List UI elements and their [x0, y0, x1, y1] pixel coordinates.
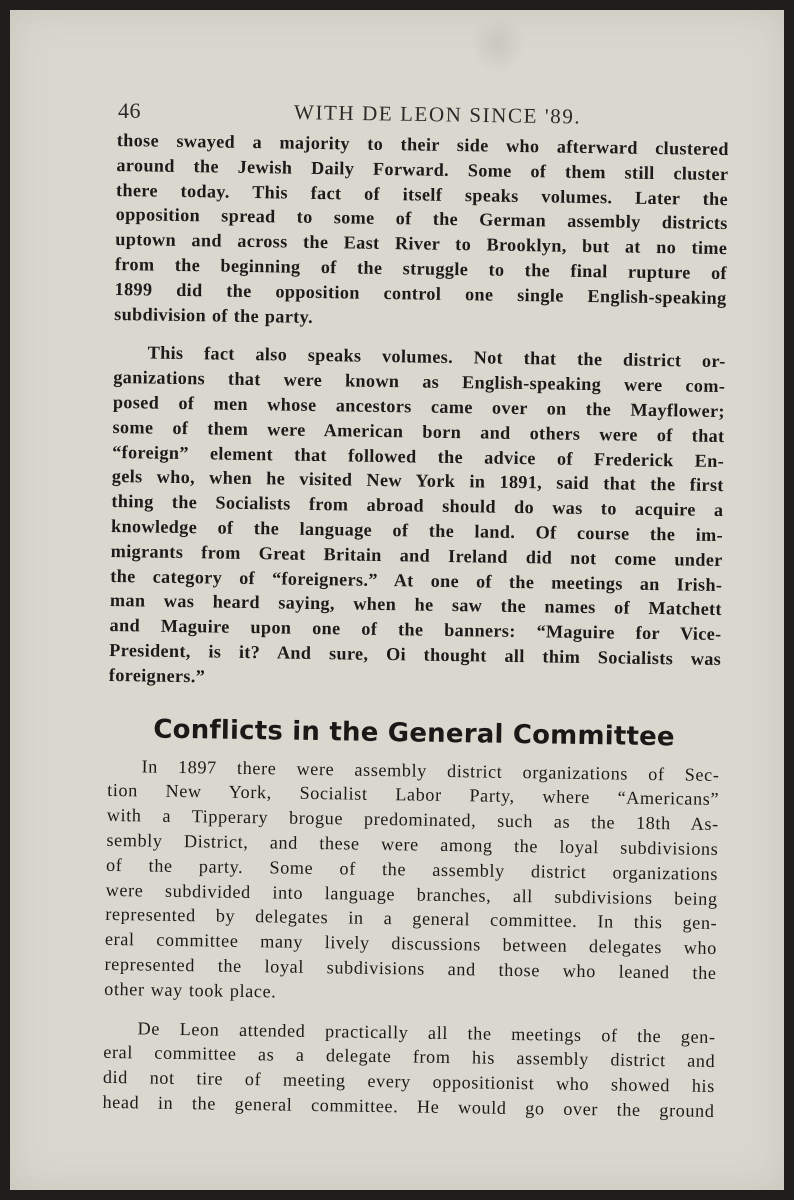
text-line: uptown and across the East River to Brooklyn, but at no time	[115, 229, 728, 259]
text-line: posed of men whose ancestors came over on the Mayflower;	[112, 391, 726, 422]
paragraph-1	[114, 128, 729, 335]
section-paragraph-2	[102, 1015, 715, 1123]
text-line: In 1897 there were assembly district organizations of Sec-	[141, 755, 720, 785]
text-line: opposition spread to some of the German assembly districts	[115, 204, 728, 234]
text-line: represented by delegates in a general committee. In this gen-	[105, 904, 718, 934]
text-line: President, is it? And sure, Oi thought all thim Socialists was	[109, 639, 722, 669]
text-line: ganizations that were known as English-speaking were com-	[113, 367, 726, 397]
text-line: sembly District, and these were among the loyal subdivisions	[106, 829, 719, 859]
text-line: knowledge of the language of the land. Of course the im-	[110, 515, 724, 545]
text-line: foreigners.”	[108, 664, 206, 687]
section-heading: Conflicts in the General Committee	[153, 714, 675, 752]
page-number: 46	[118, 98, 141, 123]
text-line: head in the general committee. He would go over the ground	[102, 1091, 715, 1121]
text-line: thing the Socialists from abroad should do was to acquire a	[111, 491, 724, 521]
text-line: De Leon attended practically all the meetings of the gen-	[137, 1017, 716, 1047]
text-line: represented the loyal subdivisions and those who leaned the	[104, 953, 717, 983]
text-line: tion New York, Socialist Labor Party, where “Americans”	[107, 780, 720, 810]
text-line: “foreign” element that followed the advice of Frederick En-	[112, 441, 725, 471]
text-line: subdivision of the party.	[114, 303, 314, 327]
body-text	[102, 128, 729, 1124]
text-line: some of them were American born and others were of that	[112, 416, 725, 446]
text-line: were subdivided into language branches, all subdivisions being	[105, 879, 718, 909]
text-line: 1899 did the opposition control one single English-speaking	[114, 278, 727, 308]
section-paragraph-1	[104, 753, 720, 1010]
paper-stain	[472, 16, 524, 72]
text-line: other way took place.	[104, 978, 277, 1002]
text-line: from the beginning of the struggle to the final rupture of	[114, 253, 728, 284]
text-line: man was heard saying, when he saw the names of Matchett	[109, 590, 723, 620]
text-line: of the party. Some of the assembly district organizations	[105, 854, 719, 884]
text-line: with a Tipperary brogue predominated, such as the 18th As-	[106, 805, 719, 835]
running-title: WITH DE LEON SINCE '89.	[293, 100, 582, 129]
text-line: the category of “foreigners.” At one of the meetings an Irish-	[110, 565, 723, 595]
text-line: did not tire of meeting every oppositionist who showed his	[102, 1066, 716, 1097]
paragraph-2	[109, 340, 726, 696]
text-line: those swayed a majority to their side who afterward clustered	[116, 129, 729, 160]
text-line: migrants from Great Britain and Ireland did not come under	[110, 540, 723, 570]
section-body	[102, 753, 719, 1123]
text-line: gels who, when he visited New York in 1891, said that the first	[111, 466, 724, 496]
text-line: around the Jewish Daily Forward. Some of them still cluster	[116, 154, 729, 184]
text-line: eral committee as a delegate from his assembly district and	[103, 1042, 716, 1072]
text-line: eral committee many lively discussions between delegates who	[104, 929, 718, 959]
text-line: there today. This fact of itself speaks volumes. Later the	[115, 179, 729, 209]
page-header	[118, 98, 638, 128]
text-line: and Maguire upon one of the banners: “Maguire for Vice-	[109, 615, 722, 645]
text-line: This fact also speaks volumes. Not that the district or-	[147, 342, 726, 372]
